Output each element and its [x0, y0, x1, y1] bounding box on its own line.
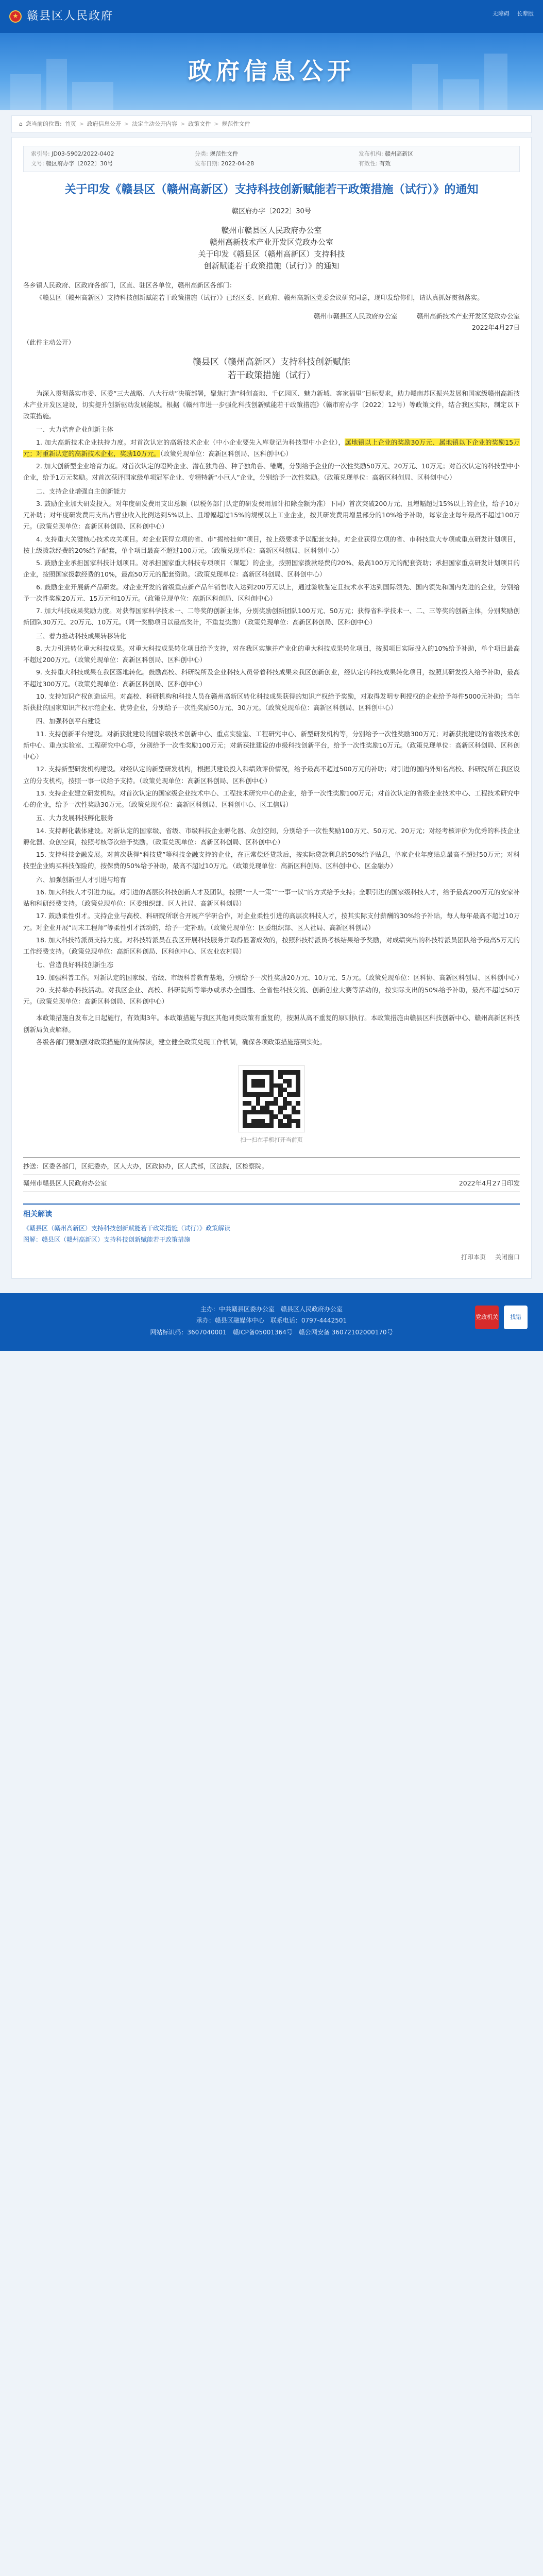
related-heading: 相关解读: [23, 1210, 52, 1218]
policy-item: 1. 加大高新技术企业扶持力度。对首次认定的高新技术企业（中小企业要先入库登记为科技型中小企业），属地镇以上企业的奖励30万元、属地镇以下企业的奖励15万元；对重新认定的高新技术企业，奖励10万元。（政策兑现单位：高新区科创局、区科创中心）: [23, 438, 520, 457]
policy-item: 10. 支持知识产权创造运用。对高校、科研机构和科技人员在赣州高新区转化科技成果获得的知识产权给予奖励，对取得发明专利授权的企业给予每件5000元补助；当年新获批的国家知识产权示范企业、优势企业，分别给予一次性奖励50万元、30万元。（政策兑现单位：高新区科创局、区科创中心）: [23, 692, 520, 712]
footer-line: 主办：中共赣县区委办公室 赣县区人民政府办公室: [200, 1305, 343, 1313]
policy-item: 16. 加大科技人才引进力度。对引进的高层次科技创新人才及团队，按照“一人一策”“一事一议”的方式给予支持；全职引进的国家级科技人才，给予最高200万元的安家补贴和科研经费支持。（政策兑现单位：区委组织部、区人社局、高新区科创局）: [23, 888, 520, 908]
footer: [0, 1293, 543, 1351]
section-heading: 五、大力发展科技孵化服务: [36, 814, 114, 822]
index-value: JD03-5902/2022-0402: [52, 150, 114, 157]
doc-number: 赣区府办字〔2022〕30号: [232, 207, 311, 215]
copy-to: 抄送：区委各部门，区纪委办，区人大办，区政协办，区人武部，区法院，区检察院。: [23, 1157, 520, 1175]
breadcrumb-item-home[interactable]: 首页: [64, 121, 76, 127]
policy-item: 17. 鼓励柔性引才。支持企业与高校、科研院所联合开展产学研合作，对企业柔性引进的高层次科技人才，按其实际支付薪酬的30%给予补贴，每人每年最高不超过10万元。对企业开展“周末工程师”等柔性引才活动的，给予一定补助。（政策兑现单位：区委组织部、区人社局、高新区科创局）: [23, 912, 520, 931]
page-tools: [23, 1252, 520, 1262]
section-heading: 一、大力培育企业创新主体: [36, 426, 114, 434]
breadcrumb-item-statutory[interactable]: 法定主动公开内容: [132, 121, 178, 127]
article-content: [11, 137, 532, 1279]
qr-code-box: [23, 1065, 520, 1132]
policy-item: 13. 支持企业建立研发机构。对首次认定的国家级企业技术中心、工程技术研究中心的企业，给予一次性奖励100万元；对首次认定的省级企业技术中心、工程技术研究中心的企业，给予一次性奖励30万元。（政策兑现单位：高新区科创局、区科创中心、区工信局）: [23, 789, 520, 809]
policy-item: 15. 支持科技金融发展。对首次获得“科技贷”等科技金融支持的企业，在正常偿还贷款后，按实际贷款利息的50%给予贴息，单家企业年度贴息最高不超过50万元；对科技型企业购买科技保险的，按保费的50%给予补助，最高不超过10万元。（政策兑现单位：高新区科创局、区科创中心、区金融办）: [23, 851, 520, 870]
breadcrumb: ⌂ 您当前的位置: 首页 > 政府信息公开 > 法定主动公开内容 > 政策文件 > 规范性文件: [11, 115, 532, 133]
policy-item: 8. 大力引进转化重大科技成果。对重大科技成果转化项目给予支持，对在我区实施并产业化的重大科技成果转化项目，按照项目实际投入的10%给予补助，单个项目最高不超过200万元。（政策兑现单位：高新区科创局、区科创中心）: [23, 644, 520, 664]
banner-title: 政府信息公开: [188, 57, 355, 86]
doc-meta-table: 索引号: JD03-5902/2022-0402 分类: 规范性文件 发布机构: 赣州高新区 文号: 赣区府办字〔2022〕30号 发布日期: 2022-04-28 有效性: 有效: [23, 146, 520, 172]
policy-item: 4. 支持重大关键核心技术攻关项目。对企业获得立项的省、市“揭榜挂帅”项目，按上级要求予以配套支持。对企业获得立项的省、市科技重大专项或重点研发计划项目，按上级拨款经费的20%给予配套，单个项目最高不超过100万元。（政策兑现单位：高新区科创局、区科创中心）: [23, 535, 520, 554]
issuer-value: 赣州高新区: [385, 150, 414, 157]
policy-item: 14. 支持孵化载体建设。对新认定的国家级、省级、市级科技企业孵化器、众创空间，分别给予一次性奖励100万元、50万元、20万元；对经考核评价为优秀的科技企业孵化器、众创空间，按照考核等次给予奖励。（政策兑现单位：高新区科创局、区科创中心）: [23, 826, 520, 846]
category-value: 规范性文件: [210, 150, 239, 157]
qr-label: 扫一扫在手机打开当前页: [240, 1137, 303, 1144]
accessibility-link[interactable]: 无障碍: [493, 10, 510, 17]
issuer-block: 赣州市赣县区人民政府办公室 赣州高新技术产业开发区党政办公室 关于印发《赣县区（赣州高新区）支持科技 创新赋能若干政策措施（试行）》的通知: [198, 225, 345, 271]
policy-item: 6. 鼓励企业开展新产品研发。对企业开发的省级重点新产品年销售收入达到200万元以上，通过验收鉴定且技术水平达到国际领先、国内领先和国内先进的企业，分别给予一次性奖励20万元、15万元和10万元。（政策兑现单位：高新区科创局、区科创中心）: [23, 583, 520, 602]
print-office: 赣州市赣县区人民政府办公室: [23, 1179, 107, 1187]
policy-item: 20. 支持举办科技活动。对我区企业、高校、科研院所等举办或承办全国性、全省性科技交流、创新创业大赛等活动的，按实际支出的50%给予补助，最高不超过50万元。（政策兑现单位：高新区科创局、区科创中心）: [23, 986, 520, 1006]
close-window-button[interactable]: 关闭窗口: [495, 1253, 520, 1261]
signers: 赣州市赣县区人民政府办公室 赣州高新技术产业开发区党政办公室: [313, 312, 520, 320]
page-title: 关于印发《赣县区（赣州高新区）支持科技创新赋能若干政策措施（试行）》的通知: [64, 183, 479, 196]
related-link[interactable]: 《赣县区（赣州高新区）支持科技创新赋能若干政策措施（试行）》政策解读: [23, 1225, 231, 1232]
breadcrumb-item-policy[interactable]: 政策文件: [188, 121, 211, 127]
section-heading: 三、着力推动科技成果转移转化: [36, 632, 127, 640]
policy-title: 赣县区（赣州高新区）支持科技创新赋能 若干政策措施（试行）: [193, 357, 350, 381]
closing-paragraph: 各级各部门要加强对政策措施的宣传解读，建立健全政策兑现工作机制，确保各项政策措施落到实处。: [36, 1038, 326, 1046]
policy-sections: [23, 424, 523, 1007]
site-name[interactable]: 赣县区人民政府: [27, 10, 114, 23]
banner: [0, 33, 543, 110]
policy-item: 9. 支持重大科技成果在我区落地转化。鼓励高校、科研院所及企业科技人员带着科技成果来我区创新创业，经认定的科技成果转化项目，按照其研发投入给予补助，最高不超过300万元。（政策兑现单位：高新区科创局、区科创中心）: [23, 668, 520, 688]
print-office-line: [23, 1175, 520, 1192]
policy-item: 18. 加大科技特派员支持力度。对科技特派员在我区开展科技服务并取得显著成效的，按照科技特派员考核结果给予奖励，对成绩突出的科技特派员团队给予最高5万元的工作经费支持。（政策兑现单位：高新区科创局、区科创中心、区农业农村局）: [23, 936, 520, 956]
top-bar: [0, 0, 543, 33]
preface-paragraph: 为深入贯彻落实市委、区委“三大战略、八大行动”决策部署，聚焦打造“科创高地、千亿园区、魅力新城、客家福里”目标要求，助力赣南苏区振兴发展和国家级赣州高新技术产业开发区建设，切实提升创新驱动发展能级。根据《赣州市进一步强化科技创新赋能若干政策措施》（赣市府办字〔2022〕12号）等政策文件，结合我区实际，制定以下政策措施。: [23, 389, 520, 420]
policy-item: 3. 鼓励企业加大研发投入。对年度研发费用支出总额（以税务部门认定的研发费用加计扣除金额为准）下同）首次突破200万元、且增幅超过15%以上的企业，给予10万元补助；对年度研发费用支出占营业收入比例达到5%以上、且增幅超过15%的规模以上工业企业，按其研发费用增量部分的10%给予补助，每家企业每年最高不超过100万元。（政策兑现单位：高新区科创局、区科创中心）: [23, 499, 520, 531]
print-date: 2022年4月27日印发: [459, 1179, 520, 1187]
policy-item: 11. 支持创新平台建设。对新获批建设的国家级技术创新中心、重点实验室、工程研究中心、新型研发机构等，分别给予一次性奖励300万元；对新获批建设的省级技术创新中心、重点实验室、工程研究中心等，分别给予一次性奖励100万元；对新获批建设的市级科技创新平台，给予一次性奖励10万元。（政策兑现单位：高新区科创局、区科创中心）: [23, 730, 520, 761]
salutation: 各乡镇人民政府、区政府各部门，区直、驻区各单位，赣州高新区各部门：: [23, 281, 236, 289]
section-heading: 七、营造良好科技创新生态: [36, 961, 114, 969]
policy-item: 5. 鼓励企业承担国家科技计划项目。对承担国家重大科技专项项目（课题）的企业，按照国家拨款经费的20%、最高100万元的配套资助；承担国家重点研发计划项目的企业，按照国家拨款经费的10%，最高50万元的配套资助。（政策兑现单位：高新区科创局、区科创中心）: [23, 559, 520, 579]
validity-value: 有效: [379, 160, 391, 167]
policy-item: 19. 加强科普工作。对新认定的国家级、省级、市级科普教育基地，分别给予一次性奖励20万元、10万元、5万元。（政策兑现单位：区科协、高新区科创局、区科创中心）: [36, 973, 523, 981]
report-error-badge-icon[interactable]: 找错: [504, 1306, 528, 1329]
public-note: （此件主动公开）: [23, 338, 75, 346]
breadcrumb-item-normative[interactable]: 规范性文件: [222, 121, 250, 127]
footer-line: 网站标识码：3607040001 赣ICP备05001364号 赣公网安备 36072102000170号: [150, 1329, 393, 1336]
gov-org-badge-icon[interactable]: 党政机关: [475, 1306, 499, 1329]
date-value: 2022-04-28: [221, 160, 254, 167]
breadcrumb-item-gov-info[interactable]: 政府信息公开: [87, 121, 121, 127]
national-emblem-icon: ★: [9, 10, 22, 23]
section-heading: 二、支持企业增强自主创新能力: [36, 487, 127, 495]
sign-date: 2022年4月27日: [471, 324, 520, 332]
policy-item: 2. 加大创新型企业培育力度。对首次认定的瞪羚企业、潜在独角兽、种子独角兽、雏鹰，分别给予企业的一次性奖励50万元、20万元、10万元；对首次认定的科技型中小企业，给予1万元奖励。对首次获评国家级单项冠军企业、专精特新“小巨人”企业，分别给予一次性奖励。（政策兑现单位：高新区科创局、区科创中心）: [23, 462, 520, 482]
print-button[interactable]: 打印本页: [461, 1253, 486, 1261]
policy-item: 7. 加大科技成果奖励力度。对获得国家科学技术一、二等奖的创新主体，分别奖励创新团队100万元、50万元；获得省科学技术一、二、三等奖的创新主体，分别奖励创新团队30万元、20万元、10万元。（同一奖励项目以最高奖计，不重复奖励）（政策兑现单位：高新区科创局、区科创中心）: [23, 607, 520, 626]
related-link[interactable]: 图解：赣县区（赣州高新区）支持科技创新赋能若干政策措施: [23, 1235, 191, 1243]
section-heading: 六、加强创新型人才引进与培育: [36, 875, 127, 884]
policy-item: 12. 支持新型研发机构建设。对经认定的新型研发机构，根据其建设投入和绩效评价情况，给予最高不超过500万元的补助；对引进的国内外知名高校、科研院所在我区设立的分支机构，按照一事一议给予支持。（政策兑现单位：高新区科创局、区科创中心）: [23, 765, 520, 785]
intro-paragraph: 《赣县区（赣州高新区）支持科技创新赋能若干政策措施（试行）》已经区委、区政府、赣州高新区党委会议研究同意，现印发给你们，请认真抓好贯彻落实。: [36, 293, 484, 301]
doc-no-value: 赣区府办字〔2022〕30号: [46, 160, 113, 167]
top-links: [493, 9, 534, 19]
closing-paragraph: 本政策措施自发布之日起施行，有效期3年。本政策措施与我区其他同类政策有重复的，按照从高不重复的原则执行。本政策措施由赣县区科技创新中心、赣州高新区科技创新局负责解释。: [23, 1014, 520, 1033]
elder-mode-link[interactable]: 长辈版: [517, 10, 534, 17]
qr-code-icon: [238, 1065, 305, 1132]
home-icon: ⌂: [19, 121, 23, 127]
highlighted-text: 属地镇以上企业的奖励30万元、属地镇以下企业的奖励15万元；对重新认定的高新技术企业，奖励10万元。: [23, 438, 520, 457]
related-links: [23, 1204, 520, 1246]
breadcrumb-label: 您当前的位置:: [25, 121, 62, 127]
section-heading: 四、加强科创平台建设: [36, 717, 101, 725]
footer-line: 承办：赣县区融媒体中心 联系电话：0797-4442501: [196, 1317, 347, 1325]
